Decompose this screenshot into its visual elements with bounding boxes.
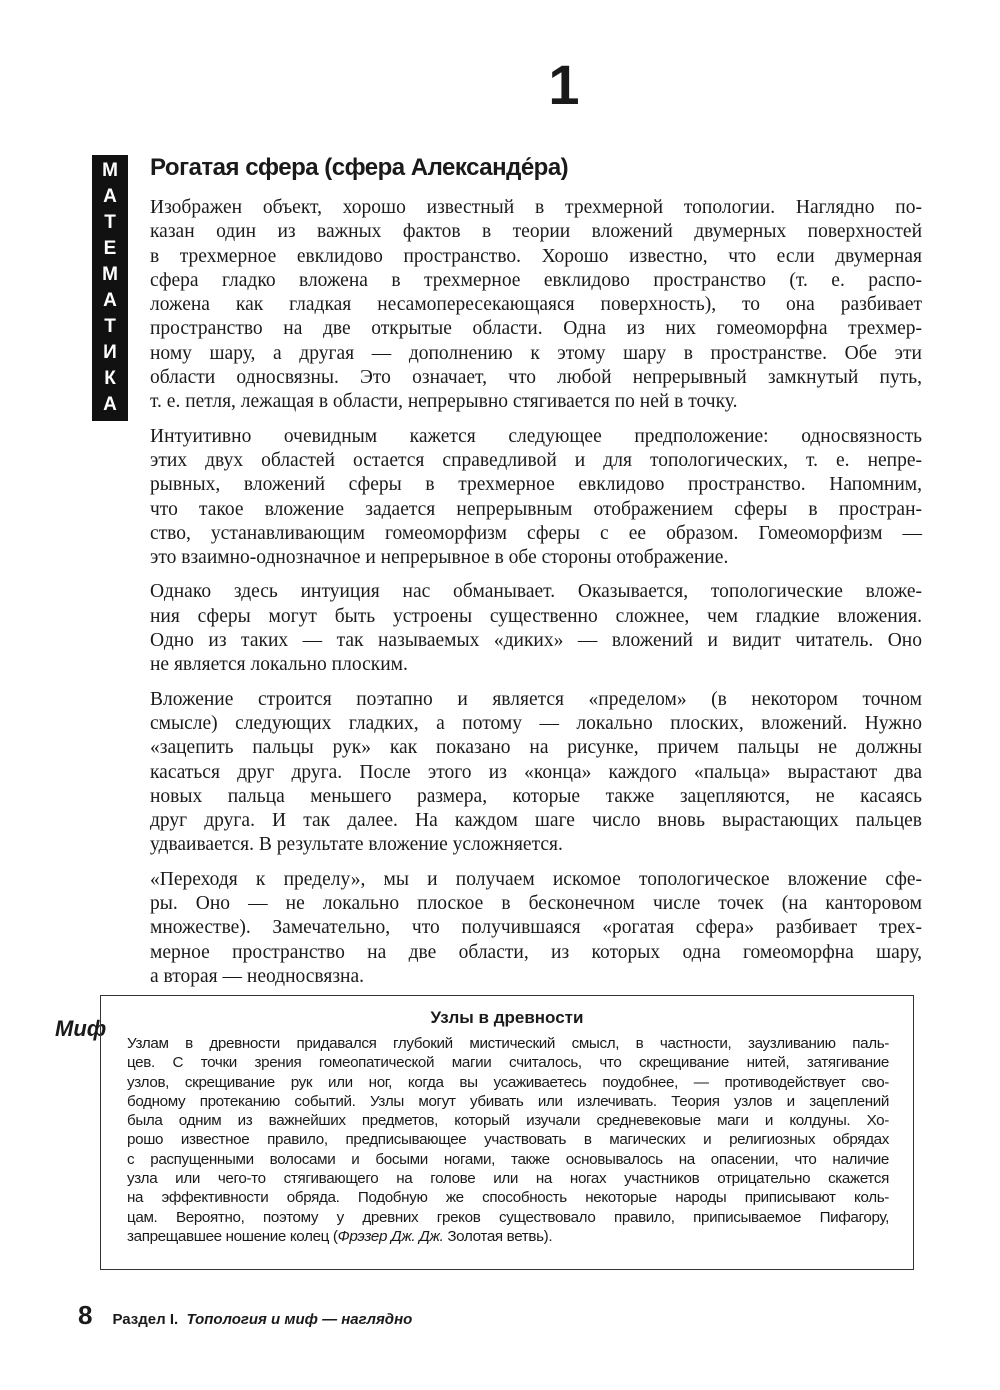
myth-line: цам. Вероятно, поэтому у древних греков существовало правило, приписываемое Пифагору, (127, 1208, 889, 1226)
myth-line: рошо известное правило, предписывающее участвовать в магических и религиозных обрядах (127, 1131, 889, 1149)
text-line: ния сферы могут быть устроены существенно сложнее, чем гладкие вложения. (150, 605, 922, 627)
text-line: удваивается. В результате вложение усложняется. (150, 834, 563, 856)
sidebar-letter: Е (103, 238, 117, 259)
text-line: ры. Оно — не локально плоское в бесконечном числе точек (на канторовом (150, 893, 922, 915)
text-line: это взаимно-однозначное и непрерывное в обе стороны отображение. (150, 547, 729, 569)
text-line: «зацепить пальцы рук» как показано на рисунке, причем пальцы не должны (150, 737, 922, 759)
myth-line: Узлам в древности придавался глубокий мистический смысл, в частности, заузливанию паль- (127, 1035, 889, 1052)
text-line: рывных, вложений сферы в трехмерное евклидово пространство. Напомним, (150, 474, 922, 496)
text-line: пространство на две открытые области. Одна из них гомеоморфна трехмер- (150, 318, 922, 340)
text-line: в трехмерное евклидово пространство. Хорошо известно, что если двумерная (150, 245, 922, 267)
myth-line: цев. С точки зрения гомеопатической магии считалось, что скрещивание нитей, затягивание (127, 1054, 889, 1072)
text-line: сфера гладко вложена в трехмерное евклидово пространство (т. е. распо- (150, 269, 922, 291)
text-line: Вложение строится поэтапно и является «пределом» (в некотором точном (150, 688, 922, 710)
myth-line: с распущенными волосами и босыми ногами, также основывалось на опасении, что наличие (127, 1150, 889, 1168)
text-line: мерное пространство на две области, из которых одна гомеоморфна шару, (150, 941, 922, 963)
text-line: не является локально плоским. (150, 654, 408, 676)
sidebar-letter: М (102, 160, 118, 181)
sidebar-letter: К (104, 368, 116, 389)
myth-line: была одним из важнейших предметов, который изучали средневековые маги и колдуны. Хо- (127, 1112, 889, 1130)
myth-line (127, 1227, 889, 1246)
myth-line: узла или чего-то стягивающего на голове или на ногах участников отрицательно скажется (127, 1170, 889, 1188)
section-label: Раздел I. (112, 1311, 179, 1328)
text-line: ство, устанавливающим гомеоморфизм сферы с ее образом. Гомеоморфизм — (150, 522, 922, 544)
sidebar-letter: А (103, 290, 117, 311)
text-line: касаться друг друга. После этого из «конца» каждого «пальца» вырастают два (150, 761, 922, 783)
citation-author: Фрэзер Дж. Дж. (337, 1227, 444, 1245)
text-line: Одно из таких — так называемых «диких» — вложений и видит читатель. Оно (150, 630, 922, 652)
text-line: а вторая — неодносвязна. (150, 965, 365, 987)
myth-line: узлов, скрещивание рук или ног, когда вы усаживаетесь поудобнее, — противодействует сво- (127, 1073, 889, 1091)
paragraph (150, 868, 922, 989)
text-line: друг друга. И так далее. На каждом шаге число вновь вырастающих пальцев (150, 810, 922, 832)
chapter-number: 1 (548, 53, 580, 116)
text-line: Изображен объект, хорошо известный в трехмерной топологии. Наглядно по- (150, 197, 922, 218)
text-line: ложена как гладкая несамопересекающаяся поверхность), то она разбивает (150, 294, 922, 316)
text-line: Однако здесь интуиция нас обманывает. Оказывается, топологические вложе- (150, 581, 922, 603)
paragraph (150, 580, 922, 677)
text-line: т. е. петля, лежащая в области, непрерывно стягивается по ней в точку. (150, 391, 738, 413)
text-line: области односвязны. Это означает, что любой непрерывный замкнутый путь, (150, 367, 922, 389)
text-line: что такое вложение задается непрерывным отображением сферы в простран- (150, 498, 922, 520)
text-line: казан один из важных фактов в теории вложений двумерных поверхностей (150, 221, 922, 243)
sidebar-letter: М (102, 264, 118, 285)
text-line: множестве). Замечательно, что получившаяся «рогатая сфера» разбивает трех- (150, 917, 922, 939)
myth-title: Узлы в древности (430, 1008, 584, 1027)
paragraph (150, 688, 922, 858)
text-line: ному шару, а другая — дополнению к этому шару в пространстве. Обе эти (150, 342, 922, 364)
sidebar-letter: Т (104, 212, 116, 233)
paragraph (150, 196, 922, 415)
article-title: Рогатая сфера (сфера Александе́ра) (150, 154, 569, 181)
myth-text (127, 1034, 889, 1246)
myth-line: бодному протеканию событий. Узлы могут убивать или излечивать. Теория узлов и зацеплений (127, 1092, 889, 1110)
myth-box (100, 995, 914, 1270)
text-line: «Переходя к пределу», мы и получаем искомое топологическое вложение сфе- (150, 868, 922, 890)
text-line: Интуитивно очевидным кажется следующее предположение: односвязность (150, 425, 922, 447)
page-footer (78, 1300, 412, 1331)
article-body (150, 196, 922, 999)
myth-line: на эффективности обряда. Подобную же способность некоторые народы приписывают коль- (127, 1189, 889, 1207)
sidebar-letter: И (103, 342, 117, 363)
text-line: смысле) следующих гладких, а потому — локально плоских, вложений. Нужно (150, 712, 922, 734)
paragraph (150, 425, 922, 571)
myth-label: Миф (55, 1016, 107, 1041)
sidebar-letter: А (103, 394, 117, 415)
citation-title: Золотая ветвь). (443, 1227, 553, 1245)
sidebar-letter: А (103, 186, 117, 207)
section-sidebar-tab (92, 155, 128, 421)
page-number: 8 (78, 1300, 93, 1330)
myth-line-start: запрещавшее ношение колец ( (127, 1227, 338, 1245)
text-line: этих двух областей остается справедливой и для топологических, т. е. непре- (150, 449, 922, 471)
text-line: новых пальца меньшего размера, которые также зацепляются, не касаясь (150, 785, 922, 807)
section-title: Топология и миф — наглядно (186, 1311, 413, 1328)
sidebar-letter: Т (104, 316, 116, 337)
